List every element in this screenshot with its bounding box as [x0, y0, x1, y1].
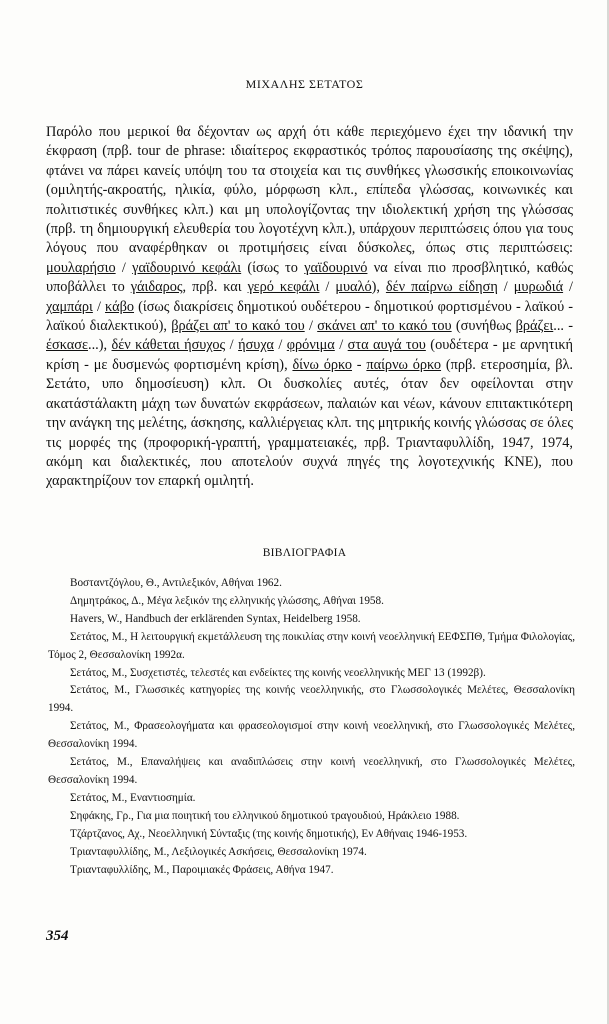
- bibliography-entry: Τζάρτζανος, Αχ., Νεοελληνική Σύνταξις (της κοινής δημοτικής), Εν Αθήναις 1946-1953.: [70, 827, 468, 840]
- body-text-run: /: [273, 337, 287, 354]
- body-text-run: ),: [371, 279, 386, 296]
- body-text-run: /: [115, 259, 133, 276]
- bibliography-entry: Σετάτος, Μ., Γλωσσικές κατηγορίες της κοινής νεοελληνικής, στο Γλωσσολογικές Μελέτες, Θεσσαλονίκη 1994.: [48, 684, 575, 715]
- body-text-run: (συνήθως: [451, 318, 516, 335]
- body-text-run: (ίσως το: [241, 259, 305, 276]
- body-text-run: /: [304, 318, 318, 335]
- underlined-phrase: παίρνω όρκο: [366, 356, 442, 373]
- body-text-run: /: [563, 279, 573, 296]
- body-text-run: /: [225, 337, 239, 354]
- body-text-run: να είναι πιο προσβλητικό, καθώς υποβάλλει το: [46, 259, 573, 296]
- bibliography-entry: Σετάτος, Μ., Επαναλήψεις και αναδιπλώσεις στην κοινή νεοελληνική, στο Γλωσσολογικές Μελέτες, Θεσσαλονίκη 1994.: [48, 756, 575, 786]
- running-header: ΜΙΧΑΛΗΣ ΣΕΤΑΤΟΣ: [245, 77, 364, 91]
- underlined-phrase: στα αυγά του: [347, 337, 426, 354]
- underlined-phrase: μουλαρήσιο: [46, 259, 116, 276]
- body-text-run: ... -: [553, 318, 574, 335]
- underlined-phrase: μυρωδιά: [513, 279, 564, 296]
- bibliography-entry: Σετάτος, Μ., Συσχετιστές, τελεστές και ενδείκτες της κοινής νεοελληνικής ΜΕΓ 13 (1992β).: [70, 666, 486, 679]
- bibliography-entry: Τριανταφυλλίδης, Μ., Παροιμιακές Φράσεις, Αθήνα 1947.: [70, 863, 334, 876]
- body-text-run: /: [319, 279, 336, 296]
- underlined-phrase: γαϊδουρινό: [304, 259, 368, 276]
- bibliography-list: [48, 575, 575, 879]
- body-text-run: /: [497, 279, 514, 296]
- bibliography-entry: Σετάτος, Μ., Η λειτουργική εκμετάλλευση της ποικιλίας στην κοινή νεοελληνική ΕΕΦΣΠΘ, Τμήμα Φιλολογίας, Τόμος 2, Θεσσαλονίκη 1992α.: [48, 630, 575, 661]
- body-text-run: -: [352, 356, 367, 373]
- bibliography-entry: Σετάτος, Μ., Εναντιοσημία.: [70, 791, 196, 804]
- underlined-phrase: γάιδαρος: [130, 279, 183, 296]
- body-text-run: (πρβ. ετεροσημία, βλ. Σετάτο, υπο δημοσίευση) κλπ. Οι δυσκολίες αυτές, όταν δεν οφείλονται στην ακατάστάλακτη μάχη των δυνατών εκφράσεων, παλαιών και νέων, κάνουν επιτακτικότερη την ανάγκη της μελέτης, άσκησης, καλλιέργειας κλπ. της μητρικής κοινής γλώσσας σε όλες τις μορφές της (προφορική-γραπτή, γραμματειακές, πρβ. Τριανταφυλλίδη, 1947, 1974, ακόμη και διαλεκτικές, που αποτελούν συχνά πηγές της λογοτεχνικής ΚΝΕ), που χαρακτηρίζουν τον επαρκή ομιλητή.: [46, 356, 573, 490]
- underlined-phrase: κάβο: [105, 298, 135, 315]
- underlined-phrase: δέν κάθεται ήσυχος: [111, 337, 226, 354]
- body-text-run: (ουδέτερα - με αρνητική κρίση - με δυσμενώς φορτισμένη κρίση),: [46, 337, 574, 373]
- underlined-phrase: έσκασε: [46, 337, 88, 354]
- bibliography-entry: Δημητράκος, Δ., Μέγα λεξικόν της ελληνικής γλώσσης, Αθήναι 1958.: [70, 594, 384, 607]
- underlined-phrase: ήσυχα: [238, 337, 274, 354]
- underlined-phrase: βράζει: [515, 318, 554, 335]
- underlined-phrase: γερό κεφάλι: [247, 279, 320, 296]
- body-text-run: Παρόλο που μερικοί θα δέχονταν ως αρχή ότι κάθε περιεχόμενο έχει την ιδανική την έκφραση (πρβ. tour de phrase: ιδιαίτερος εκφραστικός τρόπος παρουσίασης της σκέψης), φτάνει να πάρει κανείς υπόψη του τα στοιχεία και τις συνθήκες γλωσσικής εποικοινωνίας (ομιλητής-ακροατής, ηλικία, φύλο, μόρφωση κλπ., επίπεδα γλώσσας, κοινωνικές και πολιτιστικές συνθήκες κλπ.) και μη υπολογίζοντας την ιδιολεκτική χρήση της γλώσσας (πρβ. τη δημιουργική ελευθερία του λογοτέχνη κλπ.), υπάρχουν περιπτώσεις όπου για τους λόγους που αναφέρθηκαν οι προτιμήσεις είναι δύσκολες, όπως στις περιπτώσεις:: [46, 124, 573, 257]
- underlined-phrase: χαμπάρι: [46, 298, 93, 315]
- page-number: 354: [46, 928, 69, 944]
- body-text-run: /: [334, 337, 348, 354]
- underlined-phrase: φρόνιμα: [286, 337, 335, 354]
- underlined-phrase: σκάνει απ' το κακό του: [317, 318, 452, 335]
- bibliography-heading: ΒΙΒΛΙΟΓΡΑΦΙΑ: [262, 547, 347, 559]
- body-text-run: /: [92, 298, 106, 315]
- underlined-phrase: δέν παίρνω είδηση: [385, 279, 498, 296]
- bibliography-entry: Havers, W., Handbuch der erklärenden Syntax, Heidelberg 1958.: [70, 612, 361, 625]
- body-text-run: ...),: [88, 337, 112, 354]
- bibliography-entry: Σετάτος, Μ., Φρασεολογήματα και φρασεολογισμοί στην κοινή νεοελληνική, στο Γλωσσολογικές Μελέτες, Θεσσαλονίκη 1994.: [48, 720, 575, 751]
- body-text-run: (ίσως διακρίσεις δημοτικού ουδέτερου - δημοτικού φορτισμένου - λαϊκού - λαϊκού διαλεκτικού),: [46, 298, 573, 335]
- bibliography-entry: Σηφάκης, Γρ., Για μια ποιητική του ελληνικού δημοτικού τραγουδιού, Ηράκλειο 1988.: [70, 809, 460, 822]
- underlined-phrase: βράζει απ' το κακό του: [171, 318, 305, 335]
- underlined-phrase: μυαλό: [335, 279, 372, 296]
- body-paragraph: [46, 123, 573, 492]
- underlined-phrase: γαϊδουρινό κεφάλι: [132, 259, 242, 276]
- body-text-run: , πρβ. και: [182, 279, 248, 296]
- bibliography-entry: Τριανταφυλλίδης, Μ., Λεξιλογικές Ασκήσεις, Θεσσαλονίκη 1974.: [70, 845, 367, 858]
- bibliography-entry: Βοσταντζόγλου, Θ., Αντιλεξικόν, Αθήναι 1962.: [70, 577, 282, 589]
- underlined-phrase: δίνω όρκο: [292, 356, 353, 373]
